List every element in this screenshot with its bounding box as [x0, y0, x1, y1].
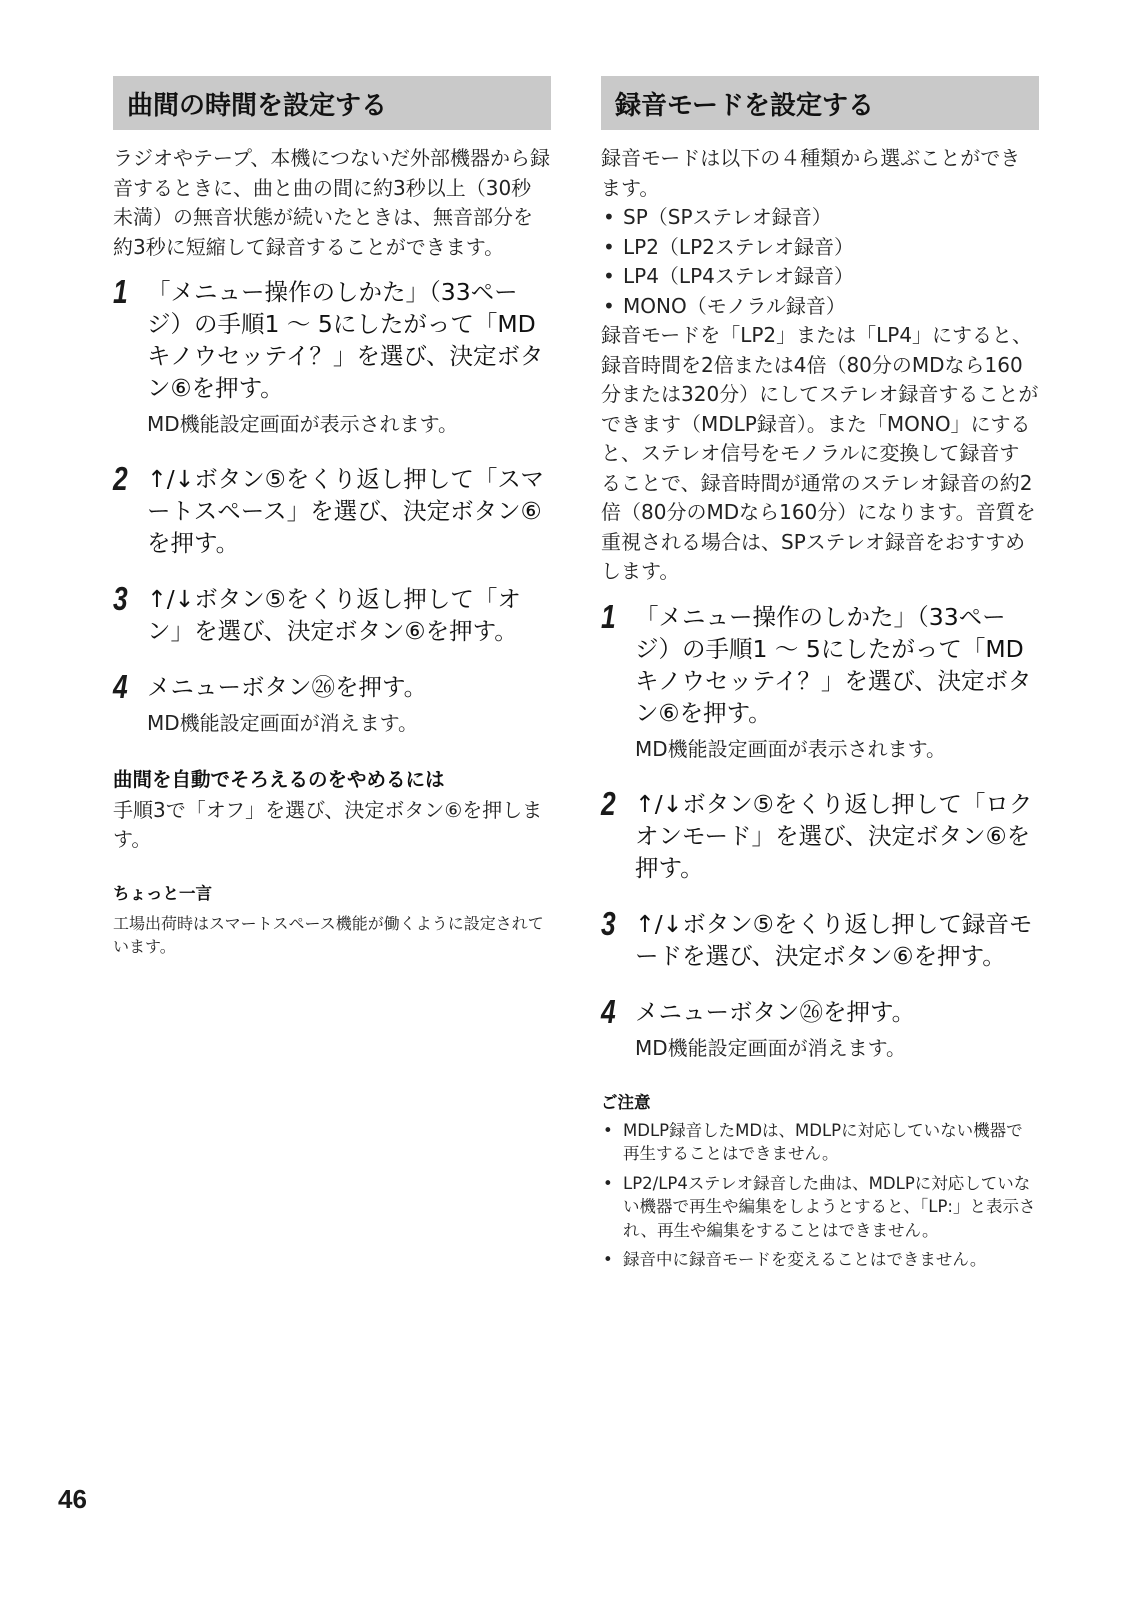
- step-text: 「メニュー操作のしかた」（33ページ）の手順1 〜 5にしたがって「MDキノウセッテイ？」を選び、決定ボタン⑥を押す。: [635, 602, 1032, 727]
- step-number: 2: [113, 460, 128, 497]
- mode-description: 録音モードを「LP2」または「LP4」にすると、録音時間を2倍または4倍（80分のMDなら160分または320分）にしてステレオ録音することができます（MDLP録音）。また「MONO」にすると、ステレオ信号をモノラルに変換して録音することで、録音時間が通常のステレオ録音の約2倍（80分のMDなら160分）になります。音質を重視される場合は、SPステレオ録音をおすすめします。: [601, 323, 1039, 583]
- list-item: • 録音中に録音モードを変えることはできません。: [601, 1248, 1039, 1272]
- notes-list: [601, 1119, 1039, 1272]
- list-item: • MDLP録音したMDは、MDLPに対応していない機器で再生することはできません。: [601, 1119, 1039, 1166]
- list-item: • LP2/LP4ステレオ録音した曲は、MDLPに対応していない機器で再生や編集をしようとすると、「LP:」と表示され、再生や編集をすることはできません。: [601, 1172, 1039, 1243]
- tip-text: 工場出荷時はスマートスペース機能が働くように設定されています。: [113, 914, 544, 956]
- step-text: ↑/↓ボタン⑤をくり返し押して録音モードを選び、決定ボタン⑥を押す。: [635, 909, 1033, 970]
- step-number: 3: [113, 580, 128, 617]
- step-number: 2: [601, 784, 616, 822]
- step-text: ↑/↓ボタン⑤をくり返し押して「スマートスペース」を選び、決定ボタン⑥を押す。: [147, 465, 544, 557]
- step-note: MD機能設定画面が表示されます。: [147, 412, 459, 436]
- step-number: 1: [601, 597, 616, 635]
- right-column: [601, 76, 1039, 1272]
- step-text: ↑/↓ボタン⑤をくり返し押して「ロクオンモード」を選び、決定ボタン⑥を押す。: [635, 789, 1033, 882]
- step-number: 4: [601, 992, 616, 1030]
- step-2: [113, 460, 551, 559]
- step-2: [601, 784, 1039, 884]
- list-item: • LP4（LP4ステレオ録音）: [601, 262, 1039, 292]
- step-note: MD機能設定画面が消えます。: [635, 1035, 907, 1060]
- step-1: [113, 273, 551, 439]
- page-number: 46: [58, 1484, 87, 1514]
- step-4: [113, 668, 551, 738]
- step-1: [601, 597, 1039, 764]
- section-intro: ラジオやテープ、本機につないだ外部機器から録音するときに、曲と曲の間に約3秒以上（30秒未満）の無音状態が続いたときは、無音部分を約3秒に短縮して録音することができます。: [113, 146, 550, 259]
- mode-list: [601, 203, 1039, 321]
- step-3: [113, 580, 551, 647]
- section-heading-gap-time: 曲間の時間を設定する: [113, 76, 551, 130]
- tip-heading: ちょっと一言: [113, 884, 212, 903]
- notes-heading: ご注意: [601, 1092, 651, 1112]
- list-item: • MONO（モノラル録音）: [601, 292, 1039, 322]
- section-intro: 録音モードは以下の４種類から選ぶことができます。: [601, 146, 1021, 200]
- list-item: • SP（SPステレオ録音）: [601, 203, 1039, 233]
- step-text: メニューボタン㉖を押す。: [635, 997, 916, 1026]
- step-4: [601, 992, 1039, 1063]
- step-number: 1: [113, 273, 128, 310]
- section-heading-rec-mode: 録音モードを設定する: [601, 76, 1039, 130]
- subheading-text: 手順3で「オフ」を選び、決定ボタン⑥を押します。: [113, 798, 543, 851]
- step-note: MD機能設定画面が表示されます。: [635, 736, 947, 761]
- step-text: メニューボタン㉖を押す。: [147, 673, 428, 701]
- step-text: ↑/↓ボタン⑤をくり返し押して「オン」を選び、決定ボタン⑥を押す。: [147, 585, 521, 645]
- step-note: MD機能設定画面が消えます。: [147, 711, 419, 735]
- left-column: [113, 76, 551, 958]
- step-text: 「メニュー操作のしかた」（33ページ）の手順1 〜 5にしたがって「MDキノウセッテイ？」を選び、決定ボタン⑥を押す。: [147, 278, 544, 402]
- step-3: [601, 904, 1039, 972]
- step-number: 4: [113, 668, 128, 705]
- subheading-cancel: 曲間を自動でそろえるのをやめるには: [113, 768, 445, 791]
- list-item: • LP2（LP2ステレオ録音）: [601, 233, 1039, 263]
- step-number: 3: [601, 904, 616, 942]
